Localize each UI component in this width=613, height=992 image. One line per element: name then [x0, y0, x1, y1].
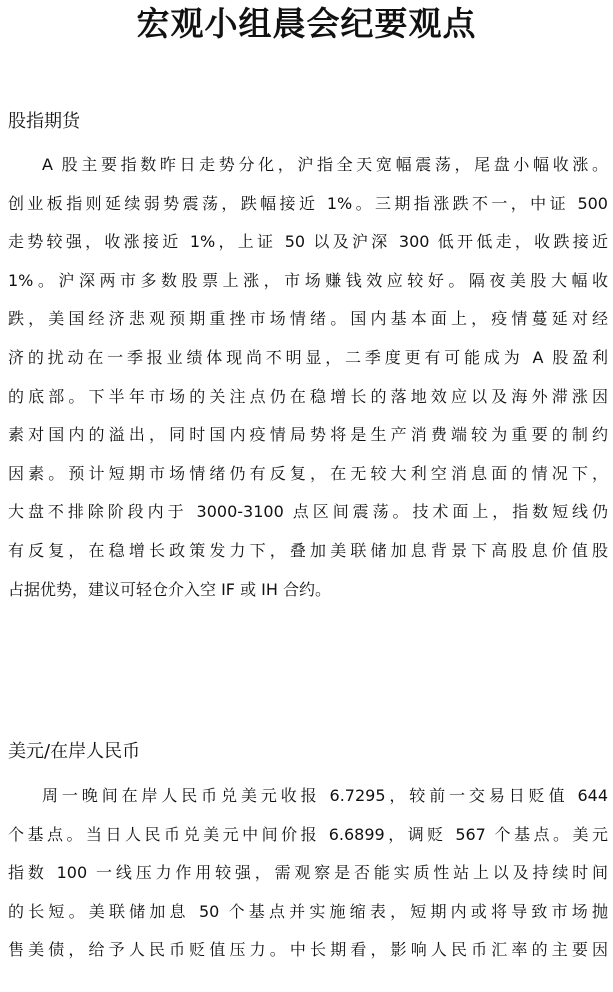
paragraph-line: 济的扰动在一季报业绩体现尚不明显，二季度更有可能成为 A 股盈利 — [8, 347, 608, 367]
paragraph-line: 因素。预计短期市场情绪仍有反复，在无较大利空消息面的情况下， — [8, 463, 608, 483]
section-heading-usd-cny: 美元/在岸人民币 — [8, 741, 141, 762]
paragraph-stock-index-futures — [8, 146, 608, 609]
paragraph-line: 走势较强，收涨接近 1%，上证 50 以及沪深 300 低开低走，收跌接近 — [8, 232, 608, 252]
paragraph-line: 个基点。当日人民币兑美元中间价报 6.6899，调贬 567 个基点。美元 — [8, 824, 608, 844]
paragraph-line: 周一晚间在岸人民币兑美元收报 6.7295，较前一交易日贬值 644 — [42, 786, 608, 805]
section-heading-stock-index-futures: 股指期货 — [8, 111, 80, 132]
paragraph-line: 有反复，在稳增长政策发力下，叠加美联储加息背景下高股息价值股 — [8, 540, 608, 560]
paragraph-line: 指数 100 一线压力作用较强，需观察是否能实质性站上以及持续时间 — [8, 863, 608, 883]
paragraph-line: 素对国内的溢出，同时国内疫情局势将是生产消费端较为重要的制约 — [8, 425, 608, 445]
document-title: 宏观小组晨会纪要观点 — [136, 4, 477, 43]
paragraph-usd-cny — [8, 777, 608, 970]
paragraph-line: A 股主要指数昨日走势分化，沪指全天宽幅震荡，尾盘小幅收涨。 — [42, 155, 608, 174]
paragraph-line: 的底部。下半年市场的关注点仍在稳增长的落地效应以及海外滞涨因 — [8, 386, 608, 406]
paragraph-line: 大盘不排除阶段内于 3000-3100 点区间震荡。技术面上，指数短线仍 — [8, 502, 608, 522]
paragraph-line: 跌，美国经济悲观预期重挫市场情绪。国内基本面上，疫情蔓延对经 — [8, 309, 608, 329]
paragraph-line: 占据优势，建议可轻仓介入空 IF 或 IH 合约。 — [8, 579, 332, 599]
paragraph-line: 的长短。美联储加息 50 个基点并实施缩表，短期内或将导致市场抛 — [8, 901, 608, 921]
paragraph-line: 售美债，给予人民币贬值压力。中长期看，影响人民币汇率的主要因 — [8, 940, 608, 960]
paragraph-line: 创业板指则延续弱势震荡，跌幅接近 1%。三期指涨跌不一，中证 500 — [8, 193, 608, 213]
paragraph-line: 1%。沪深两市多数股票上涨，市场赚钱效应较好。隔夜美股大幅收 — [8, 270, 608, 290]
